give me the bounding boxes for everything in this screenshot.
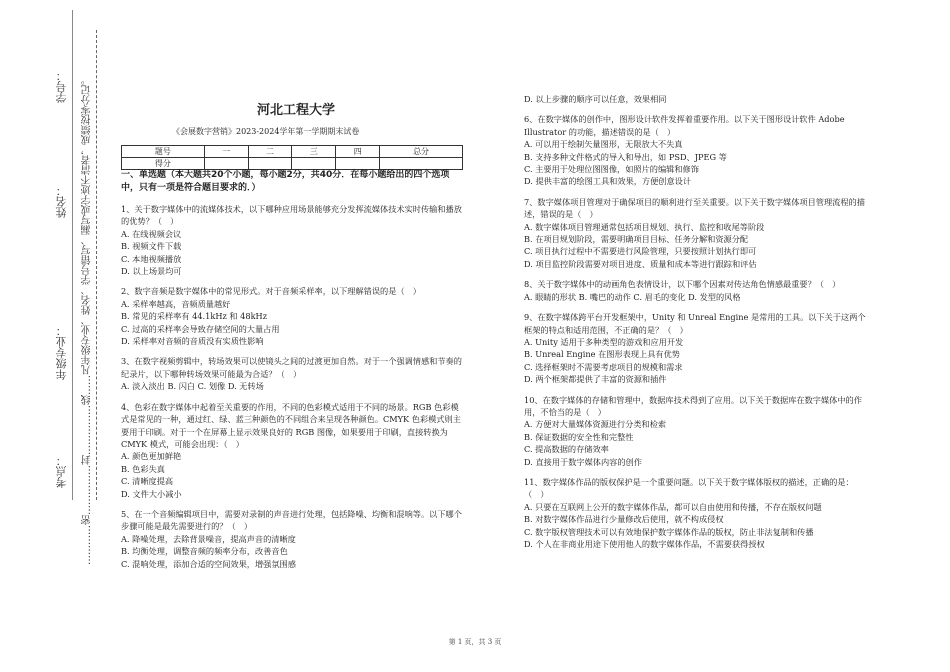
question-block (524, 278, 869, 303)
left-questions (121, 203, 466, 570)
score-cell: 题号 (122, 146, 205, 158)
question-option: A. 淡入淡出 B. 闪白 C. 划像 D. 无转场 (121, 381, 264, 392)
question-stem: 7、数字媒体项目管理对于确保项目的顺利进行至关重要。以下关于数字媒体项目管理流程的描述，错误的是（ ） (524, 196, 865, 220)
question-option: B. 保证数据的安全性和完整性 (524, 431, 634, 442)
name-label: 姓名： (55, 185, 68, 218)
score-cell: 得分 (122, 158, 205, 170)
question-block (121, 508, 466, 570)
question-stem: 1、关于数字媒体中的流媒体技术，以下哪种应用场景能够充分发挥流媒体技术实时传输和播放的优势？（ ） (121, 204, 462, 227)
question-option: C. 选择框架时不需要考虑项目的规模和需求 (524, 361, 683, 372)
score-table-score-row (122, 158, 463, 170)
score-cell: 二 (248, 146, 292, 158)
question-option: D. 个人在非商业用途下使用他人的数字媒体作品，不需要获得授权 (524, 539, 765, 549)
question-block (121, 203, 466, 277)
question-option: B. 支持多种文件格式的导入和导出，如 PSD、JPEG 等 (524, 151, 727, 162)
question-block (524, 311, 869, 385)
question-option: D. 以上步骤的顺序可以任意，效果相同 (524, 94, 667, 104)
right-column (524, 93, 869, 550)
question-block (121, 401, 466, 500)
question-stem: 3、在数字视频剪辑中，转场效果可以使镜头之间的过渡更加自然。对于一个强调情感和节奏的纪录片，以下哪种转场效果可能最为合适？（ ） (121, 356, 462, 379)
page-footer: 第 1 页，共 3 页 (448, 638, 502, 646)
score-cell: 总分 (380, 146, 463, 158)
question-option: A. 采样率越高，音频质量越好 (121, 298, 231, 309)
question-option: C. 过高的采样率会导致存储空间的大量占用 (121, 323, 280, 334)
dashed-cut-line (96, 30, 97, 500)
question-option: B. Unreal Engine 在图形表现上具有优势 (524, 349, 680, 360)
score-cell: 三 (292, 146, 336, 158)
score-table (121, 145, 463, 170)
question-option: A. 数字媒体项目管理通常包括项目规划、执行、监控和收尾等阶段 (524, 221, 765, 232)
question-option: A. Unity 适用于多种类型的游戏和应用开发 (524, 336, 684, 347)
question-option: A. 方便对大量媒体资源进行分类和检索 (524, 419, 667, 430)
question-option: C. 提高数据的存储效率 (524, 444, 609, 455)
question-block (524, 476, 869, 550)
question-block (121, 355, 466, 392)
question-stem: 10、在数字媒体的存储和管理中，数据库技术得到了应用。以下关于数据库在数字媒体中的作用，不恰当的是（ ） (524, 394, 862, 417)
question-stem: 4、色彩在数字媒体中起着至关重要的作用，不同的色彩模式适用于不同的场景。RGB 色彩模式是常见的一种，通过红、绿、蓝三种颜色的不同组合来呈现各种颜色。CMYK 色彩模式则主要用于印刷。对于一个在屏幕上显示效果良好的 RGB 图像，如果要用于印刷，直接转换为 CMYK 模式，可能会出现：（ ） (121, 401, 461, 449)
right-questions (524, 93, 869, 550)
question-option: B. 常见的采样率有 44.1kHz 和 48kHz (121, 311, 268, 322)
question-block (524, 394, 869, 468)
score-table-header-row (122, 146, 463, 158)
question-stem: 6、在数字媒体的创作中，图形设计软件发挥着重要作用。以下关于图形设计软件 Adobe Illustrator 的功能，描述错误的是（ ） (524, 114, 845, 137)
question-option: C. 本地视频播放 (121, 253, 182, 264)
score-cell (204, 158, 248, 170)
class-label: 年级专业： (55, 325, 68, 380)
question-option: C. 主要用于处理位图图像，如照片的编辑和修饰 (524, 164, 699, 175)
question-stem: 2、数字音频是数字媒体中的常见形式。对于音频采样率，以下理解错误的是（ ） (121, 286, 421, 297)
question-option: B. 视频文件下载 (121, 241, 182, 252)
question-option: A. 眼睛的形状 B. 嘴巴的动作 C. 眉毛的变化 D. 发型的风格 (524, 291, 741, 302)
question-option: B. 在项目规划阶段，需要明确项目目标、任务分解和资源分配 (524, 234, 749, 245)
question-option: A. 可以用于绘制矢量图形，无限放大不失真 (524, 139, 683, 150)
question-stem: 5、在一个音频编辑项目中，需要对录制的声音进行处理，包括降噪、均衡和混响等。以下哪个步骤可能是最先需要进行的？（ ） (121, 508, 462, 532)
exam-subtitle: 《会展数字营销》2023-2024学年第一学期期末试卷 (172, 127, 360, 136)
question-option: D. 采样率对音频的音质没有实质性影响 (121, 336, 264, 347)
question-block (524, 93, 869, 105)
section-heading: 一、单选题（本大题共20个小题，每小题2分，共40分．在每小题给出的四个选项中，只有一项是符合题目要求的．） (121, 170, 450, 193)
question-option: D. 项目监控阶段需要对项目进度、质量和成本等进行跟踪和评估 (524, 258, 757, 269)
question-stem: 9、在数字媒体跨平台开发框架中，Unity 和 Unreal Engine 是常用的工具。以下关于这两个框架的特点和适用范围，不正确的是？（ ） (524, 312, 866, 335)
question-block (524, 113, 869, 187)
score-cell (380, 158, 463, 170)
exam-site-label: 考点： (55, 455, 68, 488)
question-option: D. 提供丰富的绘图工具和效果，方便创意设计 (524, 176, 692, 187)
score-cell: 四 (336, 146, 380, 158)
question-option: A. 降噪处理，去除背景噪音，提高声音的清晰度 (121, 533, 296, 544)
question-option: B. 对数字媒体作品进行少量修改后使用，就不构成侵权 (524, 514, 724, 525)
question-option: B. 均衡处理，调整音频的频率分布，改善音色 (121, 546, 288, 557)
page-title: 河北工程大学 (257, 103, 336, 118)
left-column (121, 169, 466, 570)
question-option: C. 清晰度提高 (121, 476, 174, 487)
question-stem: 11、数字媒体作品的版权保护是一个重要问题。以下关于数字媒体版权的描述，正确的是：（ ） (524, 476, 854, 500)
score-cell (248, 158, 292, 170)
question-option: D. 两个框架都提供了丰富的资源和插件 (524, 374, 667, 385)
question-option: D. 以上场景均可 (121, 266, 182, 277)
question-option: C. 混响处理，添加合适的空间效果，增强氛围感 (121, 558, 296, 569)
student-id-label: 学号： (55, 70, 68, 103)
question-option: A. 在线视频会议 (121, 228, 182, 239)
binding-line (72, 10, 73, 500)
score-cell: 一 (204, 146, 248, 158)
question-block (524, 196, 869, 270)
question-option: B. 色彩失真 (121, 463, 165, 474)
question-option: A. 颜色更加鲜艳 (121, 451, 182, 462)
question-option: C. 数字版权管理技术可以有效地保护数字媒体作品的版权，防止非法复制和传播 (524, 526, 814, 537)
score-cell (292, 158, 336, 170)
question-block (121, 285, 466, 347)
question-option: C. 项目执行过程中不需要进行风险管理，只要按照计划执行即可 (524, 246, 757, 257)
binding-warning: …………密……………封……………线……凡年级专业、姓名、学号错写、漏写或字迹不清者，成绩按零分记。 (82, 75, 93, 565)
question-stem: 8、关于数字媒体中的动画角色表情设计，以下哪个因素对传达角色情感最重要？（ ） (524, 279, 841, 290)
question-option: A. 只要在互联网上公开的数字媒体作品，都可以自由使用和传播，不存在版权问题 (524, 501, 822, 512)
question-option: D. 文件大小减小 (121, 488, 182, 499)
score-cell (336, 158, 380, 170)
question-option: D. 直接用于数字媒体内容的创作 (524, 456, 642, 467)
